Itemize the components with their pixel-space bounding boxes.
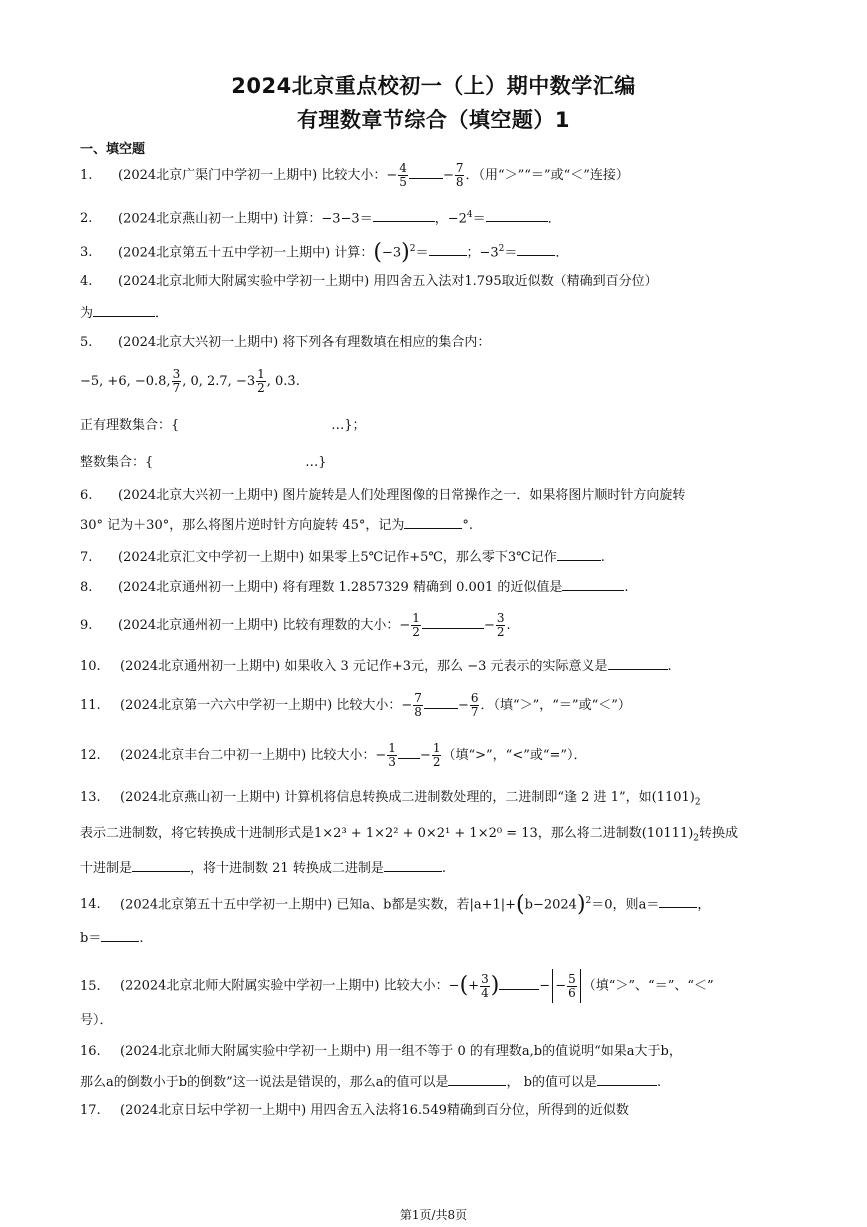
number-list: −5, +6, −0.8, (80, 374, 171, 389)
question-text: ． (155, 306, 169, 321)
question-text: 如果收入 3 元记作+3元，那么 −3 元表示的实际意义是 (284, 659, 608, 674)
question-7 (80, 547, 605, 567)
question-14: 14. (2024北京第五十五中学初一上期中) 已知a、b都是实数，若$|a+1|+(b-2024)^2=0$，则a＝ ， (80, 891, 711, 917)
question-text: 转换成 (699, 826, 739, 841)
answer-blank[interactable] (373, 208, 435, 222)
question-number: 9. (80, 618, 93, 633)
question-text: 计算：−3−3＝ (282, 211, 373, 227)
binary-number: (10111) (641, 826, 694, 841)
question-text: ，将十进制数 21 转换成二进制是 (190, 861, 384, 876)
question-text: 那么a的倒数小于b的倒数”这一说法是错误的，那么a的值可以是 (80, 1075, 449, 1090)
answer-blank[interactable] (486, 208, 548, 222)
question-text: ． (547, 211, 561, 227)
question-text: ＝ (472, 211, 486, 227)
question-6 (80, 487, 685, 505)
question-15-cont (80, 1012, 113, 1030)
question-6-cont (80, 515, 473, 535)
fraction: $\frac{7}{8}$ (414, 691, 422, 719)
question-number: 2. (80, 211, 93, 227)
fraction: $\frac{6}{7}$ (470, 691, 479, 719)
answer-blank[interactable] (659, 894, 697, 908)
question-text: 比较大小： (336, 698, 402, 713)
question-text: 用四舍五入法将16.549精确到百分位，所得到的近似数 (310, 1103, 629, 1118)
question-source: (2024北京大兴初一上期中) (118, 335, 279, 350)
fraction: $\frac{1}{2}$ (257, 367, 265, 395)
binary-number: (1101) (651, 790, 695, 805)
answer-blank[interactable] (499, 976, 539, 990)
math-expression: 1×2³ + 1×2² + 0×2¹ + 1×2⁰ = 13 (314, 826, 538, 841)
answer-blank[interactable] (409, 165, 443, 179)
question-text: b＝ (80, 931, 102, 946)
number-list: , 0.3̇. (266, 374, 300, 389)
answer-blank[interactable] (424, 695, 458, 709)
question-number: 13. (80, 790, 101, 805)
fraction: $\frac{1}{2}$ (432, 741, 441, 769)
question-source: (2024北京广渠门中学初一上期中) (118, 168, 318, 183)
base-subscript: 2 (694, 797, 701, 808)
question-text: （填“>”，“<”或“=”）． (442, 748, 587, 763)
answer-blank[interactable] (517, 242, 555, 256)
question-text: ． (555, 245, 569, 261)
fraction: $\frac{7}{8}$ (455, 161, 464, 189)
question-source: (2024北京日坛中学初一上期中) (120, 1103, 307, 1118)
question-8 (80, 577, 629, 597)
set-label: 整数集合：{ (80, 455, 154, 470)
question-text: ，−2 (434, 211, 467, 227)
question-source: (2024北京第五十五中学初一上期中) (118, 245, 331, 261)
answer-blank[interactable] (562, 577, 624, 591)
question-text: 比较有理数的大小： (282, 618, 400, 633)
question-number: 7. (80, 550, 93, 565)
positive-rational-set (80, 416, 366, 435)
question-text: 已知a、b都是实数，若 (336, 897, 470, 913)
answer-blank[interactable] (179, 416, 331, 429)
question-text: . (600, 550, 605, 565)
question-number: 17. (80, 1103, 101, 1118)
question-source: (2024北京通州初一上期中) (120, 659, 281, 674)
question-text: 如果零上5℃记作+5℃，那么零下3℃记作 (308, 550, 557, 565)
question-number: 15. (80, 978, 101, 994)
answer-blank[interactable] (422, 615, 484, 629)
question-17 (80, 1102, 629, 1120)
question-5 (80, 334, 490, 352)
question-source: (2024北京丰台二中初一上期中) (120, 748, 307, 763)
question-14-cont (80, 928, 143, 948)
question-text: 30° 记为＋30°，那么将图片逆时针方向旋转 45°，记为 (80, 518, 405, 533)
page-title-line1: 2024北京重点校初一（上）期中数学汇编 (231, 74, 636, 98)
answer-blank[interactable] (557, 547, 601, 561)
question-text: ＝ (504, 245, 518, 261)
set-end: …}； (331, 418, 366, 433)
question-source: (2024北京通州初一上期中) (118, 580, 279, 595)
question-text: ＝ (415, 245, 429, 261)
answer-blank[interactable] (153, 453, 305, 466)
question-source: (2024北京第一六六中学初一上期中) (120, 698, 333, 713)
question-source: (2024北京燕山初一上期中) (118, 211, 279, 227)
question-3: 3. (2024北京第五十五中学初一上期中) 计算：$(-3)^2=$ ；$-3^2=$ ． (80, 239, 569, 265)
answer-blank[interactable] (132, 858, 190, 872)
answer-blank[interactable] (597, 1072, 657, 1086)
set-end: …} (305, 455, 327, 470)
question-9: 9. (2024北京通州初一上期中) 比较有理数的大小：− $\frac{1}{2}$ − $\frac{3}{2}$ . (80, 611, 511, 639)
question-number: 6. (80, 488, 93, 503)
question-13-cont (80, 825, 738, 848)
question-1: 1. (2024北京广渠门中学初一上期中) 比较大小：− $\frac{4}{5}$ − $\frac{7}{8}$ ．（用“＞”“＝”或“＜”连接） (80, 161, 629, 189)
question-text: °. (462, 518, 474, 533)
question-number: 10. (80, 659, 101, 674)
question-source: (2024北京北师大附属实验中学初一上期中) (120, 1044, 372, 1059)
question-text: 比较大小： (321, 168, 387, 183)
question-text: . (441, 861, 446, 876)
answer-blank[interactable] (101, 928, 139, 942)
question-source: (22024北京北师大附属实验中学初一上期中) (120, 978, 380, 994)
question-16 (80, 1043, 682, 1061)
question-12: 12. (2024北京丰台二中初一上期中) 比较大小：− $\frac{1}{3}$ − $\frac{1}{2}$ （填“>”，“<”或“=”）． (80, 741, 587, 769)
answer-blank[interactable] (448, 1072, 506, 1086)
question-source: (2024北京大兴初一上期中) (118, 488, 279, 503)
question-number: 14. (80, 897, 101, 913)
question-13 (80, 789, 701, 812)
answer-blank[interactable] (429, 242, 467, 256)
question-source: (2024北京通州初一上期中) (118, 618, 279, 633)
answer-blank[interactable] (384, 858, 442, 872)
question-number: 16. (80, 1044, 101, 1059)
section-heading: 一、填空题 (80, 142, 146, 157)
question-text: . (667, 659, 672, 674)
question-number: 1. (80, 168, 93, 183)
number-list: , 0, 2.7, −3 (182, 374, 256, 389)
question-5-numbers (80, 368, 300, 395)
question-text: 计算机将信息转换成二进制数处理的，二进制即“逢 2 进 1”，如 (284, 790, 652, 805)
answer-blank[interactable] (398, 745, 420, 759)
fraction: $\frac{1}{2}$ (412, 611, 420, 639)
question-10 (80, 656, 672, 676)
question-source: (2024北京燕山初一上期中) (120, 790, 281, 805)
integer-set (80, 453, 327, 472)
question-13-cont2 (80, 858, 446, 878)
question-text: ， b的值可以是 (506, 1075, 597, 1090)
base-subscript: 2 (693, 833, 700, 844)
question-source: (2024北京第五十五中学初一上期中) (120, 897, 333, 913)
question-text: 表示二进制数，将它转换成十进制形式是 (80, 826, 315, 841)
question-text: 号）． (80, 1013, 113, 1028)
page-title-line2: 有理数章节综合（填空题）1 (296, 108, 571, 132)
question-source: (2024北京北师大附属实验中学初一上期中) (118, 274, 370, 289)
fraction: $\frac{4}{5}$ (399, 161, 407, 189)
fraction: $\frac{3}{4}$ (481, 971, 489, 1000)
question-text: 将有理数 1.2857329 精确到 0.001 的近似值是 (282, 580, 563, 595)
question-number: 5. (80, 335, 93, 350)
question-15: 15. (22024北京北师大附属实验中学初一上期中) 比较大小：−(+ $\frac{3}{4}$ ) − − $\frac{5}{6}$ （填“＞”、“＝”、“＜” (80, 969, 714, 1003)
question-text: . (506, 618, 511, 633)
question-text: 将下列各有理数填在相应的集合内： (282, 335, 491, 350)
question-text: a＝ (638, 897, 660, 913)
question-text: . (139, 931, 144, 946)
question-text: 计算： (334, 245, 374, 261)
question-text: 比较大小： (310, 748, 376, 763)
question-text: . (624, 580, 629, 595)
question-16-cont (80, 1072, 661, 1092)
question-text: 十进制是 (80, 861, 133, 876)
question-4 (80, 273, 658, 291)
question-number: 8. (80, 580, 93, 595)
question-text: ．（填“＞”，“＝”或“＜”） (480, 698, 631, 713)
question-text: ．（用“＞”“＝”或“＜”连接） (465, 168, 629, 183)
question-source: (2024北京汇文中学初一上期中) (118, 550, 305, 565)
question-text: ，那么将二进制数 (537, 826, 642, 841)
question-number: 11. (80, 698, 101, 713)
question-text: 用一组不等于 0 的有理数a,b的值说明“如果a大于b， (375, 1044, 682, 1059)
page-footer: 第1页/共8页 (399, 1208, 468, 1222)
set-label: 正有理数集合：{ (80, 418, 180, 433)
question-text: ，则 (612, 897, 639, 913)
fraction: $\frac{5}{6}$ (568, 971, 576, 1000)
question-2: 2. (2024北京燕山初一上期中) 计算：−3−3＝ ，$-2^4=$ ． (80, 210, 561, 227)
fraction: $\frac{1}{3}$ (388, 741, 396, 769)
question-11: 11. (2024北京第一六六中学初一上期中) 比较大小：− $\frac{7}{8}$ − $\frac{6}{7}$ ．（填“＞”，“＝”或“＜”） (80, 691, 631, 719)
question-text: 图片旋转是人们处理图像的日常操作之一．如果将图片顺时针方向旋转 (282, 488, 686, 503)
question-text: ， (697, 897, 711, 913)
question-text: ；−3 (466, 245, 499, 261)
answer-blank[interactable] (93, 303, 155, 317)
question-4-cont (80, 303, 168, 323)
question-number: 3. (80, 245, 93, 261)
question-text: 用四舍五入法对1.795取近似数（精确到百分位） (373, 274, 658, 289)
question-text: 比较大小： (383, 978, 449, 994)
question-number: 12. (80, 748, 101, 763)
answer-blank[interactable] (404, 515, 462, 529)
question-text: （填“＞”、“＝”、“＜” (582, 978, 714, 994)
question-text: . (656, 1075, 662, 1090)
fraction: $\frac{3}{2}$ (496, 611, 505, 639)
fraction: $\frac{3}{7}$ (172, 367, 181, 395)
question-number: 4. (80, 274, 93, 289)
question-text: 为 (80, 306, 94, 321)
answer-blank[interactable] (608, 656, 668, 670)
